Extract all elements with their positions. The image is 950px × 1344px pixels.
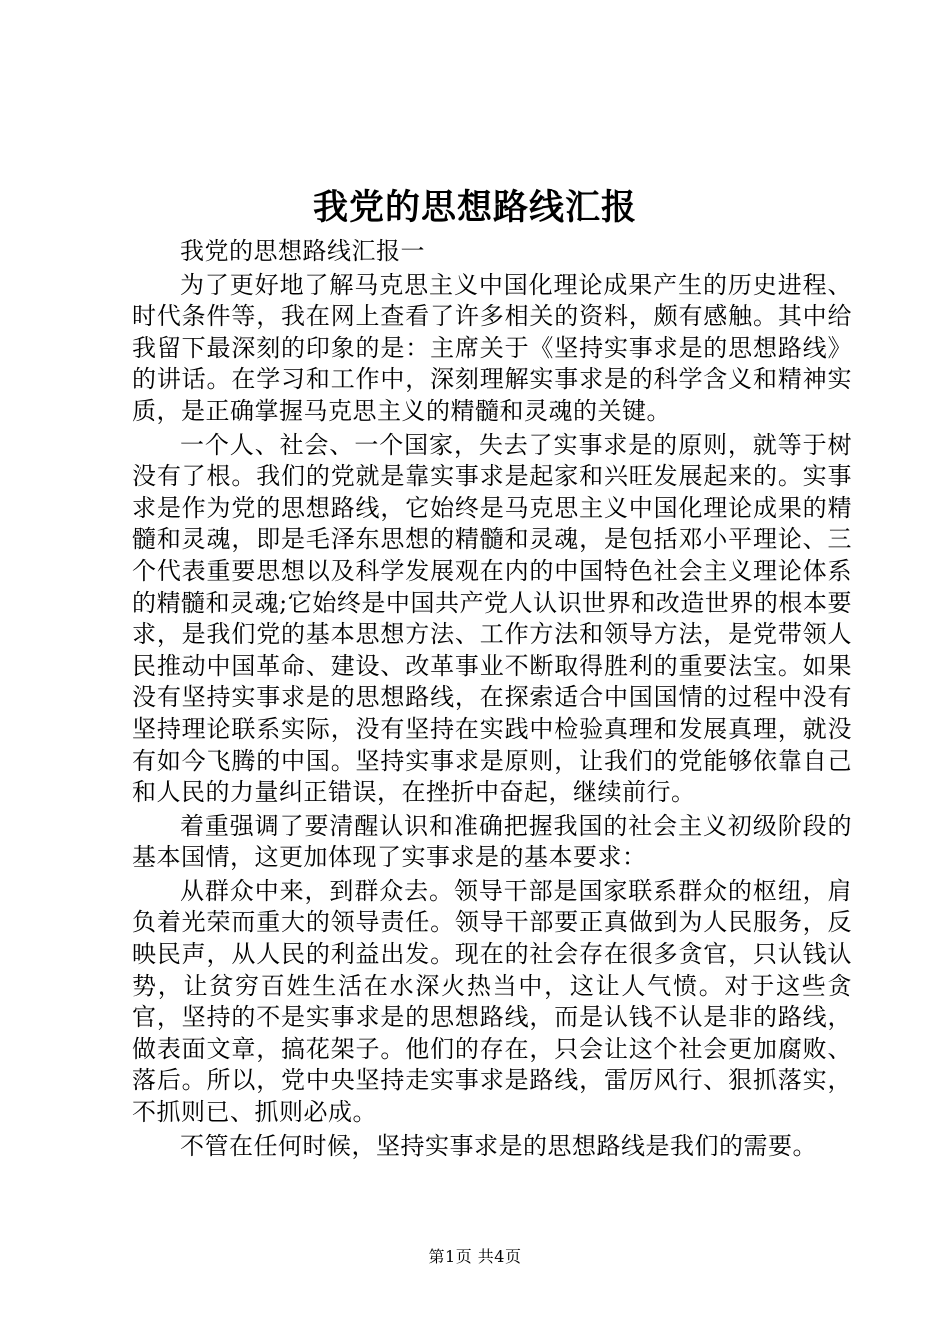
document-body xyxy=(132,236,852,1162)
paragraph: 不管在任何时候，坚持实事求是的思想路线是我们的需要。 xyxy=(180,1131,817,1160)
paragraph: 从群众中来，到群众去。领导干部是国家联系群众的枢纽，肩负着光荣而重大的领导责任。领导干部要正真做到为人民服务，反映民声，从人民的利益出发。现在的社会存在很多贪官，只认钱认势，让贫穷百姓生活在水深火热当中，这让人气愤。对于这些贪官，坚持的不是实事求是的思想路线，而是认钱不认是非的路线，做表面文章，搞花架子。他们的存在，只会让这个社会更加腐败、落后。所以，党中央坚持走实事求是路线，雷厉风行、狠抓落实，不抓则已、抓则必成。 xyxy=(132,876,852,1127)
paragraph: 着重强调了要清醒认识和准确把握我国的社会主义初级阶段的基本国情，这更加体现了实事求是的基本要求： xyxy=(132,811,852,872)
document-title: 我党的思想路线汇报 xyxy=(312,187,637,228)
section-heading: 我党的思想路线汇报一 xyxy=(180,237,425,265)
paragraph: 一个人、社会、一个国家，失去了实事求是的原则，就等于树没有了根。我们的党就是靠实事求是起家和兴旺发展起来的。实事求是作为党的思想路线，它始终是马克思主义中国化理论成果的精髓和灵魂，即是毛泽东思想的精髓和灵魂，是包括邓小平理论、三个代表重要思想以及科学发展观在内的中国特色社会主义理论体系的精髓和灵魂;它始终是中国共产党人认识世界和改造世界的根本要求，是我们党的基本思想方法、工作方法和领导方法，是党带领人民推动中国革命、建设、改革事业不断取得胜利的重要法宝。如果没有坚持实事求是的思想路线，在探索适合中国国情的过程中没有坚持理论联系实际，没有坚持在实践中检验真理和发展真理，就没有如今飞腾的中国。坚持实事求是原则，让我们的党能够依靠自己和人民的力量纠正错误，在挫折中奋起，继续前行。 xyxy=(132,430,852,807)
page-number-footer: 第1页 共4页 xyxy=(428,1247,522,1266)
paragraph: 为了更好地了解马克思主义中国化理论成果产生的历史进程、时代条件等，我在网上查看了许多相关的资料，颇有感触。其中给我留下最深刻的印象的是：主席关于《坚持实事求是的思想路线》的讲话。在学习和工作中，深刻理解实事求是的科学含义和精神实质，是正确掌握马克思主义的精髓和灵魂的关键。 xyxy=(132,270,852,425)
